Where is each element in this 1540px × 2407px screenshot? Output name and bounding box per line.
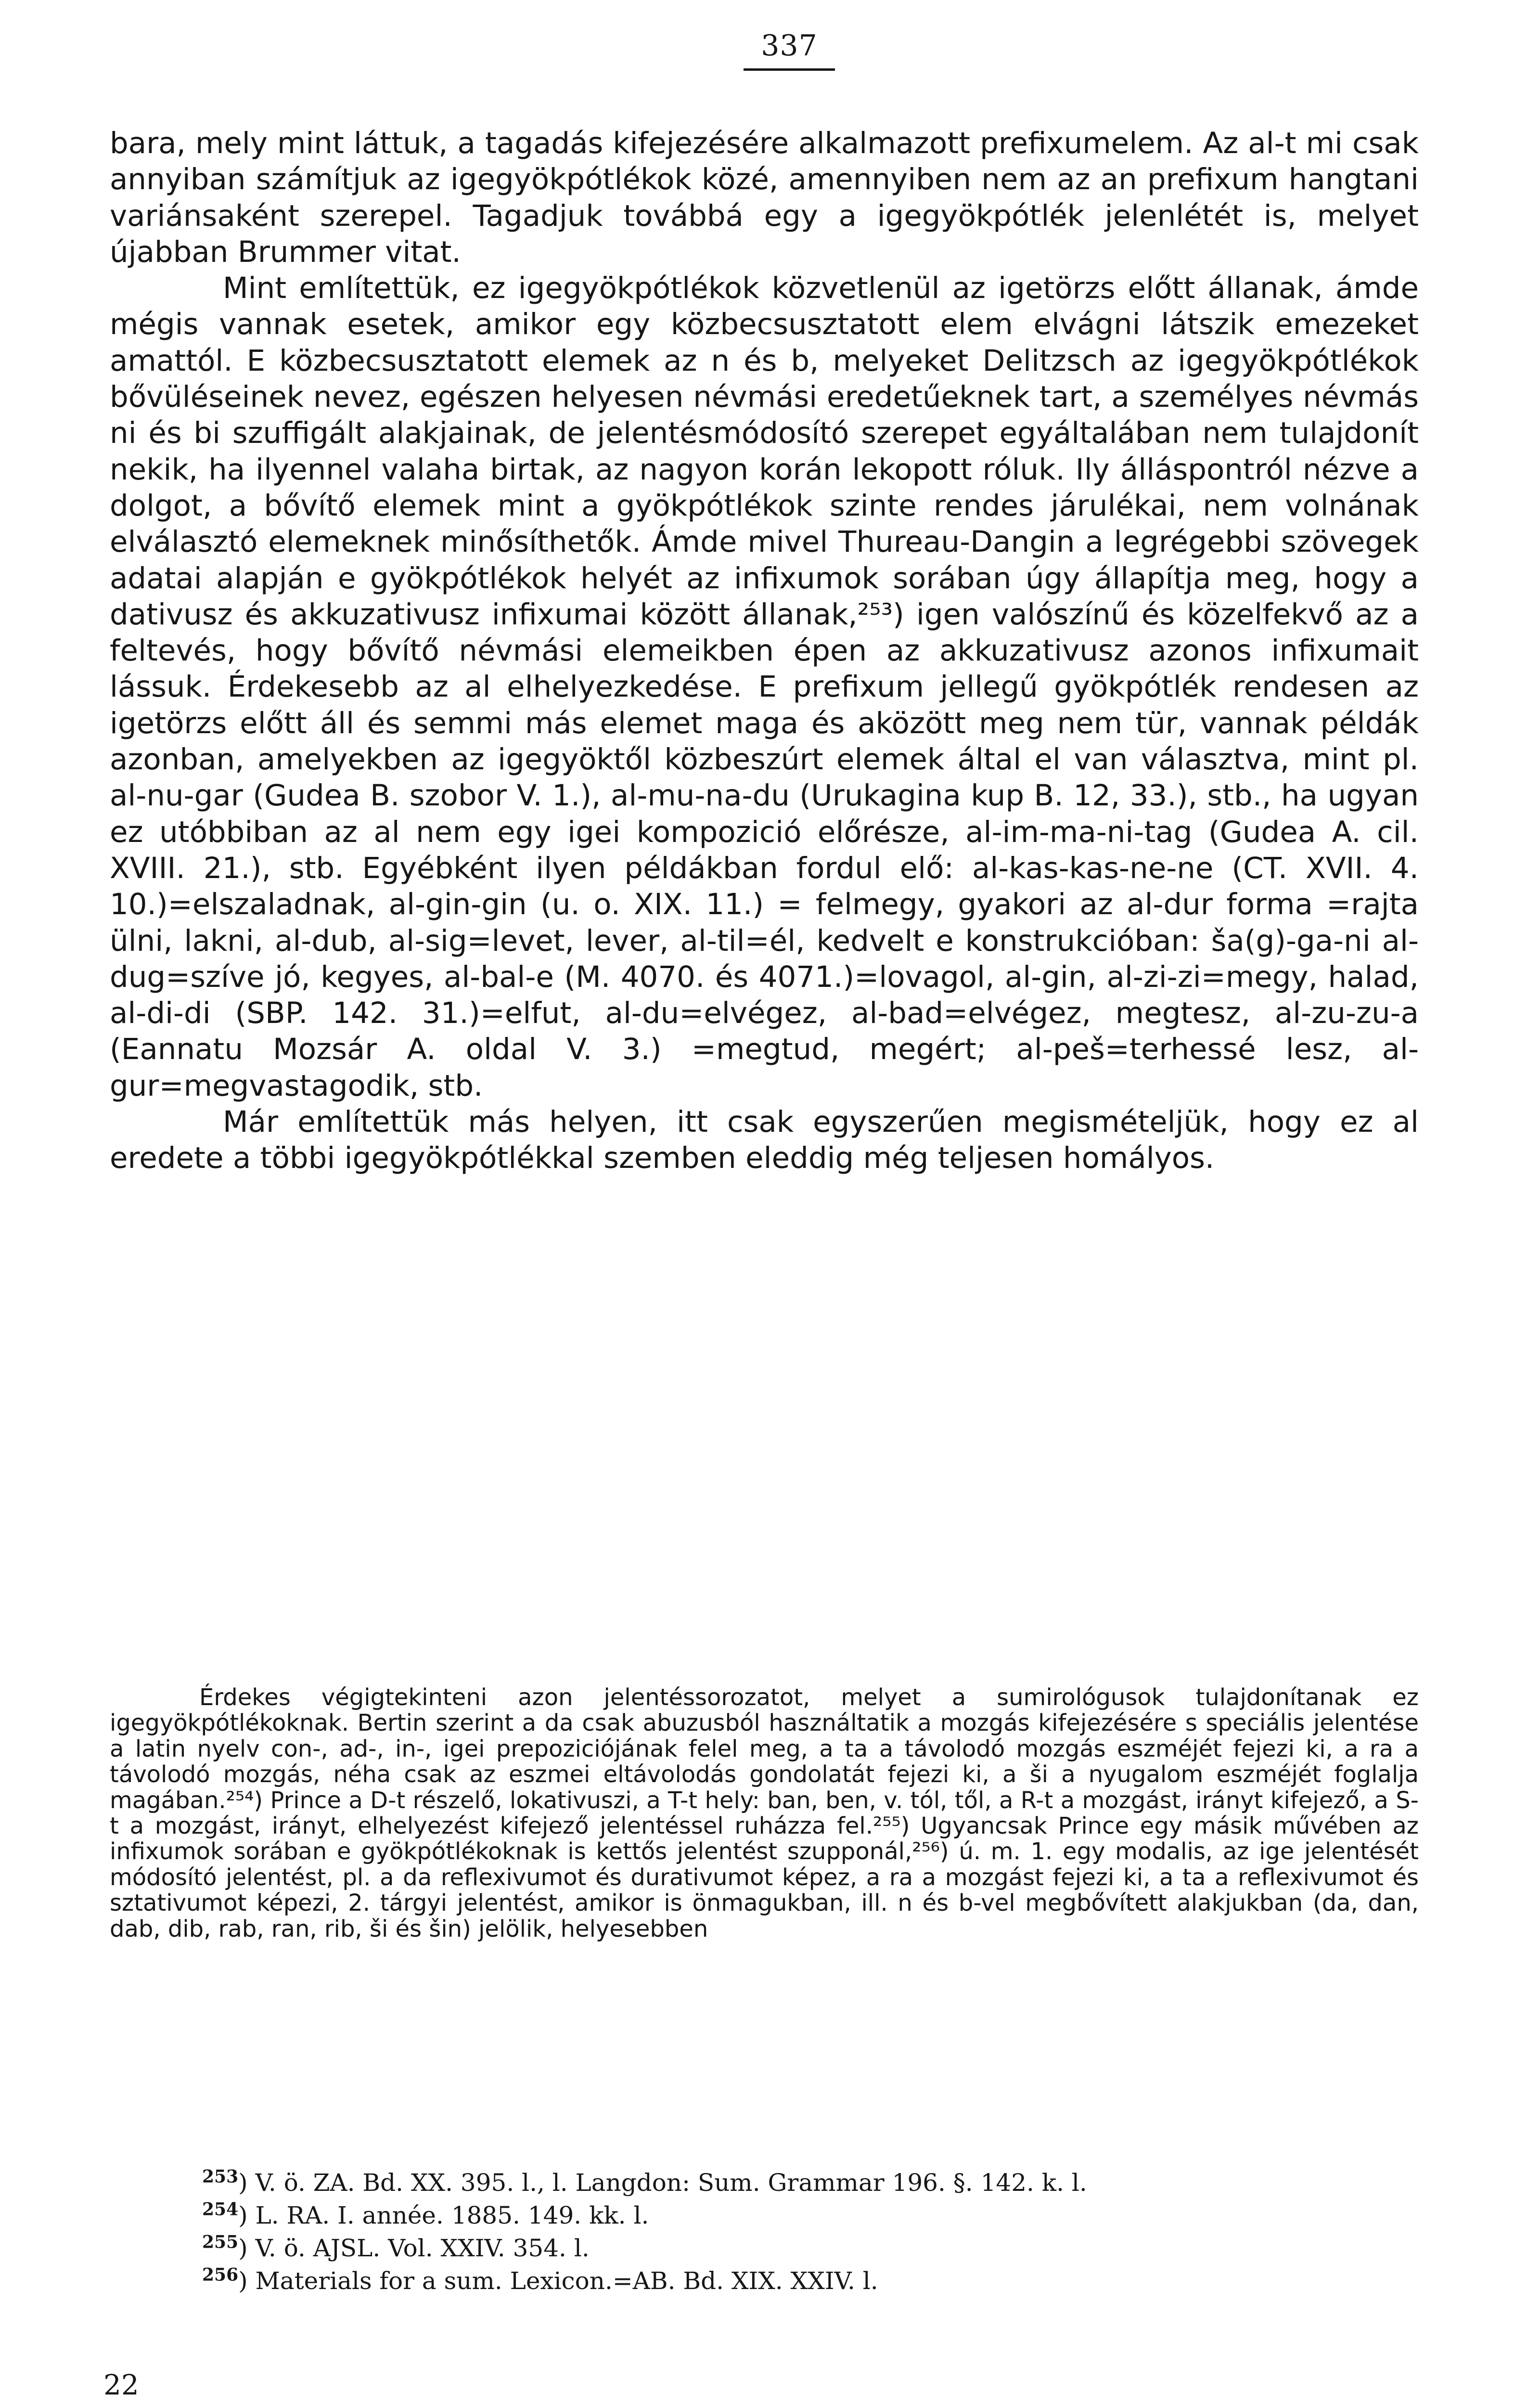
footnotes (202, 2166, 1434, 2297)
paragraph-3: Már említettük más helyen, itt csak egyszerűen megismételjük, hogy ez al eredete a többi igegyökpótlékkal szemben eleddig még teljesen homályos. (110, 1105, 1419, 1176)
footnote-text: Materials for a sum. Lexicon.=AB. Bd. XIX. XXIV. l. (255, 2267, 878, 2295)
paragraph-1: bara, mely mint láttuk, a tagadás kifejezésére alkalmazott prefixumelem. Az al-t mi csak annyiban számítjuk az igegyökpótlékok közé, amennyiben nem az an prefixum hangtani variánsaként szerepel. Tagadjuk továbbá egy a igegyökpótlék jelenlétét is, melyet újabban Brummer vitat. (110, 126, 1419, 269)
footnote-253: $^{253}$) V. ö. ZA. Bd. XX. 395. l., l. Langdon: Sum. Grammar 196. §. 142. k. l. (202, 2166, 1087, 2197)
footnote-255: $^{255}$) V. ö. AJSL. Vol. XXIV. 354. l. (202, 2232, 590, 2262)
small-print-paragraph: Érdekes végigtekinteni azon jelentéssorozatot, melyet a sumirológusok tulajdonítanak ez igegyökpótlékoknak. Bertin szerint a da csak abuzusból használtatik a mozgás kifejezésére s speciális jelentése a latin nyelv con-, ad-, in-, igei prepoziciójának felel meg, a ta a távolodó mozgás eszméjét fejezi ki, a ra a távolodó mozgás, néha csak az eszmei eltávolodás gondolatát fejezi ki, a ši a nyugalom eszméjét foglalja magában.²⁵⁴) Prince a D-t részelő, lokativuszi, a T-t hely: ban, ben, v. tól, től, a R-t a mozgást, irányt kifejező, a S-t a mozgást, irányt, elhelyezést kifejező jelentéssel ruházza fel.²⁵⁵) Ugyancsak Prince egy másik művében az infixumok sorában e gyökpótlékoknak is kettős jelentést szupponál,²⁵⁶) ú. m. 1. egy modalis, az ige jelentését módosító jelentést, pl. a da reflexivumot és durativumot képez, a ra a mozgást fejezi ki, a ta a reflexivumot és sztativumot képezi, 2. tárgyi jelentést, amikor is önmagukban, ill. n és b-vel megbővített alakjukban (da, dan, dab, dib, rab, ran, rib, ši és šin) jelölik, helyesebben (110, 1684, 1419, 1942)
footnote-mark: 256 (202, 2265, 239, 2285)
footnote-mark: 253 (202, 2166, 239, 2187)
footnote-text: V. ö. ZA. Bd. XX. 395. l., l. Langdon: Sum. Grammar 196. §. 142. k. l. (255, 2169, 1087, 2197)
paragraph-2: Mint említettük, ez igegyökpótlékok közvetlenül az igetörzs előtt állanak, ámde mégis vannak esetek, amikor egy közbecsusztatott elem elvágni látszik emezeket amattól. E közbecsusztatott elemek az n és b, melyeket Delitzsch az igegyökpótlékok bővüléseinek nevez, egészen helyesen névmási eredetűeknek tart, a személyes névmás ni és bi szuffigált alakjainak, de jelentésmódosító szerepet egyáltalában nem tulajdonít nekik, ha ilyennel valaha birtak, az nagyon korán lekopott róluk. Ily álláspontról nézve a dolgot, a bővítő elemek mint a gyökpótlékok szinte rendes járulékai, nem volnának elválasztó elemeknek minősíthetők. Ámde mivel Thureau-Dangin a legrégebbi szövegek adatai alapján e gyökpótlékok helyét az infixumok sorában úgy állapítja meg, hogy a dativusz és akkuzativusz infixumai között állanak,²⁵³) igen valószínű és közelfekvő az a feltevés, hogy bővítő névmási elemeikben épen az akkuzativusz azonos infixumait lássuk. Érdekesebb az al elhelyezkedése. E prefixum jellegű gyökpótlék rendesen az igetörzs előtt áll és semmi más elemet maga és aközött meg nem tür, vannak példák azonban, amelyekben az igegyöktől közbeszúrt elemek által el van választva, mint pl. al-nu-gar (Gudea B. szobor V. 1.), al-mu-na-du (Urukagina kup B. 12, 33.), stb., ha ugyan ez utóbbiban az al nem egy igei kompozició előrésze, al-im-ma-ni-tag (Gudea A. cil. XVIII. 21.), stb. Egyébként ilyen példákban fordul elő: al-kas-kas-ne-ne (CT. XVII. 4. 10.)=elszaladnak, al-gin-gin (u. o. XIX. 11.) = felmegy, gyakori az al-dur forma =rajta ülni, lakni, al-dub, al-sig=levet, lever, al-til=él, kedvelt e konstrukcióban: ša(g)-ga-ni al-dug=szíve jó, kegyes, al-bal-e (M. 4070. és 4071.)=lovagol, al-gin, al-zi-zi=megy, halad, al-di-di (SBP. 142. 31.)=elfut, al-du=elvégez, al-bad=elvégez, megtesz, al-zu-zu-a (Eannatu Mozsár A. oldal V. 3.) =megtud, megért; al-peš=terhessé lesz, al-gur=megvastagodik, stb. (110, 271, 1419, 1103)
page-number: 337 (761, 29, 818, 63)
signature-mark: 22 (103, 2368, 139, 2401)
footnote-254: $^{254}$) L. RA. I. année. 1885. 149. kk. l. (202, 2199, 649, 2229)
footnote-text: L. RA. I. année. 1885. 149. kk. l. (255, 2201, 649, 2229)
footnote-256: $^{256}$) Materials for a sum. Lexicon.=AB. Bd. XIX. XXIV. l. (202, 2265, 878, 2295)
footnote-mark: 255 (202, 2232, 239, 2252)
footnote-text: V. ö. AJSL. Vol. XXIV. 354. l. (255, 2234, 590, 2262)
page-number-underline (744, 68, 835, 71)
small-print-text (110, 1685, 1419, 1942)
main-text (110, 125, 1419, 1177)
footnote-mark: 254 (202, 2199, 239, 2220)
